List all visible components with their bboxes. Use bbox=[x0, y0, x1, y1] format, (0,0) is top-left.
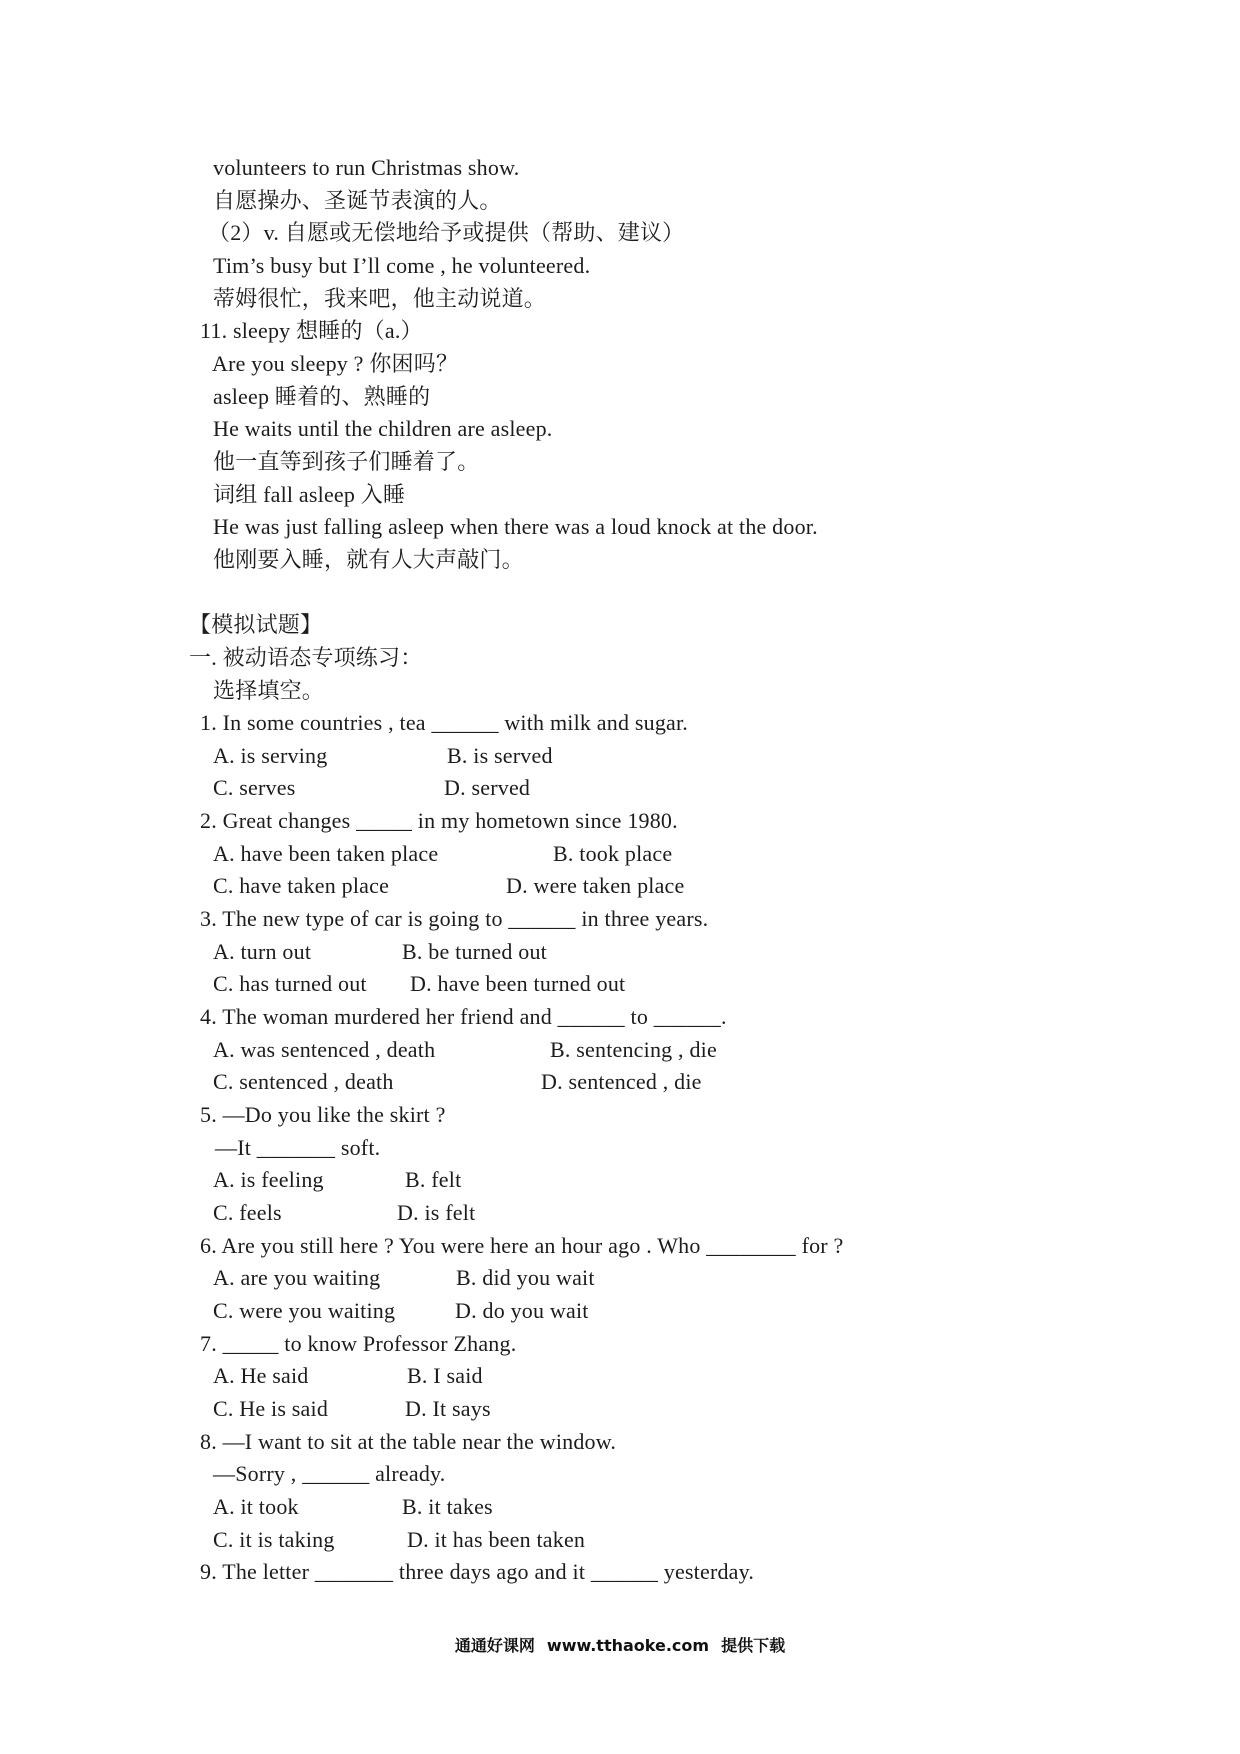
option-b: B. it takes bbox=[402, 1493, 493, 1519]
option-d: D. were taken place bbox=[506, 873, 685, 899]
note-line: Tim’s busy but I’ll come , he volunteered. bbox=[213, 252, 591, 278]
exercise-heading: 【模拟试题】 bbox=[189, 612, 323, 638]
note-line: He was just falling asleep when there was a loud knock at the door. bbox=[213, 514, 818, 540]
option-a: A. it took bbox=[213, 1493, 299, 1519]
blank-line bbox=[0, 577, 1240, 610]
note-line: 他刚要入睡，就有人大声敲门。 bbox=[213, 546, 524, 572]
option-b: B. did you wait bbox=[456, 1265, 595, 1291]
option-d: D. it has been taken bbox=[407, 1526, 586, 1552]
option-c: C. sentenced , death bbox=[213, 1069, 394, 1095]
question-stem: 3. The new type of car is going to ______ in three years. bbox=[200, 906, 709, 932]
note-line: 词组 fall asleep 入睡 bbox=[213, 481, 406, 507]
instruction: 选择填空。 bbox=[213, 677, 325, 703]
option-c: C. has turned out bbox=[213, 971, 367, 997]
option-a: A. is serving bbox=[213, 742, 328, 768]
option-d: D. It says bbox=[405, 1395, 491, 1421]
option-a: A. have been taken place bbox=[213, 840, 439, 866]
option-c: C. serves bbox=[213, 775, 296, 801]
question-stem: 1. In some countries , tea ______ with milk and sugar. bbox=[200, 710, 689, 736]
note-line: volunteers to run Christmas show. bbox=[213, 155, 520, 180]
note-line: 蒂姆很忙，我来吧，他主动说道。 bbox=[213, 285, 547, 311]
option-a: A. was sentenced , death bbox=[213, 1036, 436, 1062]
question-stem: 4. The woman murdered her friend and ______ to ______. bbox=[200, 1004, 727, 1030]
document-body bbox=[0, 152, 1240, 1589]
option-c: C. have taken place bbox=[213, 873, 390, 899]
note-line: （2）v. 自愿或无偿地给予或提供（帮助、建议） bbox=[208, 220, 685, 246]
option-d: D. have been turned out bbox=[410, 971, 626, 997]
note-heading: 11. sleepy 想睡的（a.） bbox=[200, 318, 423, 344]
question-stem: 7. _____ to know Professor Zhang. bbox=[200, 1330, 517, 1356]
option-d: D. served bbox=[444, 775, 531, 801]
option-d: D. do you wait bbox=[455, 1297, 589, 1323]
option-a: A. are you waiting bbox=[213, 1265, 381, 1291]
section-title: 一. 被动语态专项练习： bbox=[189, 644, 423, 670]
option-b: B. sentencing , die bbox=[550, 1036, 717, 1062]
option-d: D. sentenced , die bbox=[541, 1069, 702, 1095]
note-line: 自愿操办、圣诞节表演的人。 bbox=[213, 187, 502, 213]
option-a: A. turn out bbox=[213, 938, 312, 964]
question-stem: 2. Great changes _____ in my hometown since 1980. bbox=[200, 808, 678, 834]
dialogue-reply: —It _______ soft. bbox=[215, 1134, 381, 1160]
question-stem: 8. —I want to sit at the table near the window. bbox=[200, 1428, 617, 1454]
option-c: C. feels bbox=[213, 1200, 282, 1225]
option-b: B. is served bbox=[447, 742, 553, 768]
option-a: A. is feeling bbox=[213, 1167, 324, 1193]
option-d: D. is felt bbox=[397, 1200, 476, 1225]
note-line: asleep 睡着的、熟睡的 bbox=[213, 383, 431, 409]
question-stem: 6. Are you still here ? You were here an hour ago . Who ________ for ? bbox=[200, 1232, 844, 1258]
option-c: C. He is said bbox=[213, 1395, 329, 1421]
option-b: B. be turned out bbox=[402, 938, 547, 964]
page-footer bbox=[0, 1632, 1240, 1660]
option-b: B. felt bbox=[405, 1167, 462, 1193]
option-a: A. He said bbox=[213, 1363, 309, 1389]
note-line: Are you sleepy ? 你困吗？ bbox=[212, 350, 459, 376]
footer-site-name: 通通好课网 bbox=[454, 1636, 535, 1655]
question-stem: 5. —Do you like the skirt ? bbox=[200, 1102, 446, 1128]
note-line: He waits until the children are asleep. bbox=[213, 416, 553, 442]
footer-url: www.tthaoke.com bbox=[546, 1636, 710, 1655]
dialogue-reply: —Sorry , ______ already. bbox=[213, 1461, 446, 1487]
option-b: B. took place bbox=[553, 840, 673, 866]
note-line: 他一直等到孩子们睡着了。 bbox=[213, 448, 480, 474]
option-c: C. were you waiting bbox=[213, 1297, 396, 1323]
option-c: C. it is taking bbox=[213, 1526, 335, 1552]
option-b: B. I said bbox=[407, 1363, 483, 1389]
question-stem: 9. The letter _______ three days ago and it ______ yesterday. bbox=[200, 1559, 755, 1585]
footer-download-text: 提供下载 bbox=[721, 1636, 786, 1655]
